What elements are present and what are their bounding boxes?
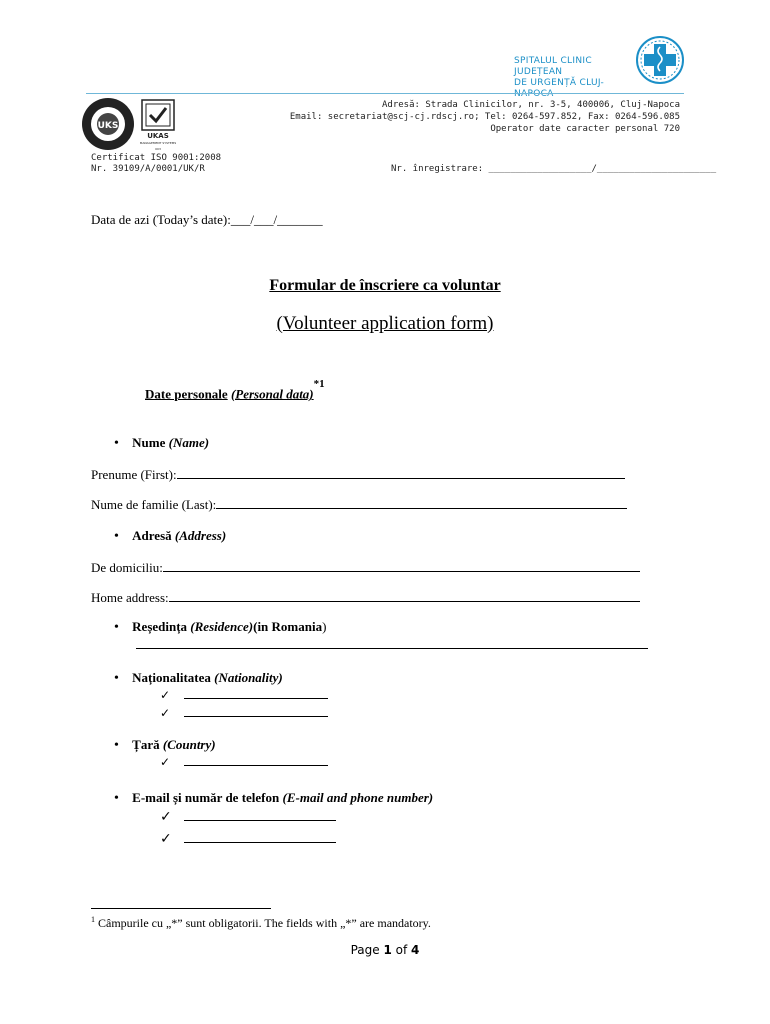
domicile-field[interactable]: De domiciliu: xyxy=(91,560,640,576)
hospital-address: Adresă: Strada Clinicilor, nr. 3-5, 400006, Cluj-Napoca Email: secretariat@scj-cj.rdscj.ro; Tel: 0264-597.852, Fax: 0264-596.085 Operator date caracter personal 720 xyxy=(289,100,680,134)
email-phone-heading: • E-mail și număr de telefon (E-mail and phone number) xyxy=(114,790,434,806)
last-name-field[interactable]: Nume de familie (Last): xyxy=(91,497,627,513)
page-number: Page 1 of 4 xyxy=(350,943,420,957)
residence-field[interactable] xyxy=(136,636,648,649)
check-icon: ✓ xyxy=(160,831,172,847)
residence-heading: • Reședința (Residence)(in Romania) xyxy=(114,619,327,635)
svg-text:UKAS: UKAS xyxy=(147,132,169,140)
email-field[interactable] xyxy=(160,808,336,826)
check-icon: ✓ xyxy=(160,755,171,769)
form-subtitle: (Volunteer application form) xyxy=(276,313,494,334)
form-title: Formular de înscriere ca voluntar xyxy=(269,277,501,294)
iso-certificate: Certificat ISO 9001:2008 Nr. 39109/A/0001/UK/R xyxy=(91,153,222,174)
nationality-heading: • Naționalitatea (Nationality) xyxy=(114,670,283,686)
name-heading: • Nume (Name) xyxy=(114,435,210,451)
footnote: $^1$ Câmpurile cu „*” sunt obligatorii. The fields with „*” are mandatory. xyxy=(91,915,431,930)
check-icon: ✓ xyxy=(160,706,171,720)
svg-text:MANAGEMENT SYSTEMS: MANAGEMENT SYSTEMS xyxy=(140,141,176,145)
ukas-logo xyxy=(140,98,176,152)
first-name-field[interactable]: Prenume (First): xyxy=(91,467,625,483)
header-divider xyxy=(86,93,684,94)
country-heading: • Țară (Country) xyxy=(114,737,216,753)
footnote-divider xyxy=(91,908,271,909)
hospital-logo xyxy=(634,30,686,90)
iso-seal-logo xyxy=(80,96,136,152)
check-icon: ✓ xyxy=(160,809,172,825)
nationality-field-2[interactable] xyxy=(160,704,328,722)
home-address-field[interactable]: Home address: xyxy=(91,590,640,606)
svg-text:003: 003 xyxy=(155,147,161,151)
svg-text:UKS: UKS xyxy=(97,121,119,131)
nationality-field-1[interactable] xyxy=(160,686,328,704)
section-personal-data: Date personale (Personal data)$^{*1}$ xyxy=(145,378,325,402)
address-heading: • Adresă (Address) xyxy=(114,528,227,544)
phone-field[interactable] xyxy=(160,830,336,848)
country-field[interactable] xyxy=(160,753,328,771)
today-date-field[interactable]: Data de azi (Today’s date):___/___/_______ xyxy=(91,212,323,227)
hospital-name: SPITALUL CLINIC JUDEȚEAN DE URGENȚĂ CLUJ-NAPOCA xyxy=(514,56,605,99)
registration-number: Nr. înregistrare: ___________________/______________________ xyxy=(391,164,717,174)
check-icon: ✓ xyxy=(160,688,171,702)
